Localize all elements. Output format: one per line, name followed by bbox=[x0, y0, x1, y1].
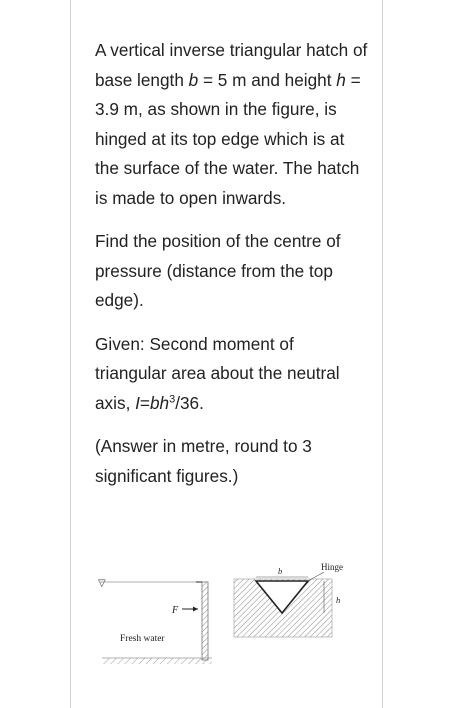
force-label: F bbox=[172, 605, 179, 616]
question-paragraph-1: A vertical inverse triangular hatch of base length b = 5 m and height h = 3.9 m, as shown in the figure, is hinged at its top edge which is at the surface of the water. The hatch is made to open inwards. bbox=[95, 40, 368, 208]
wall bbox=[202, 582, 208, 660]
hatch-figure bbox=[92, 555, 362, 670]
formula-exponent: 3 bbox=[169, 392, 176, 405]
fresh-water-label: Fresh water bbox=[120, 634, 165, 644]
h-label: h bbox=[336, 595, 341, 605]
hinge-label: Hinge bbox=[321, 562, 343, 572]
b-label: b bbox=[278, 566, 283, 576]
force-arrowhead bbox=[193, 607, 198, 612]
question-text bbox=[95, 36, 370, 505]
symbol-b: b bbox=[188, 69, 199, 90]
question-paragraph-4: (Answer in metre, round to 3 significant figures.) bbox=[95, 436, 312, 486]
formula-I: I bbox=[135, 392, 140, 413]
water-surface-icon: ▽ bbox=[98, 578, 106, 589]
question-paragraph-2: Find the position of the centre of pressure (distance from the top edge). bbox=[95, 231, 341, 310]
symbol-h: h bbox=[336, 69, 346, 90]
formula-bh: bh bbox=[149, 392, 170, 413]
question-paragraph-3: Given: Second moment of triangular area about the neutral axis, $I=bh^3/36$. bbox=[95, 333, 340, 413]
floor bbox=[102, 658, 212, 664]
